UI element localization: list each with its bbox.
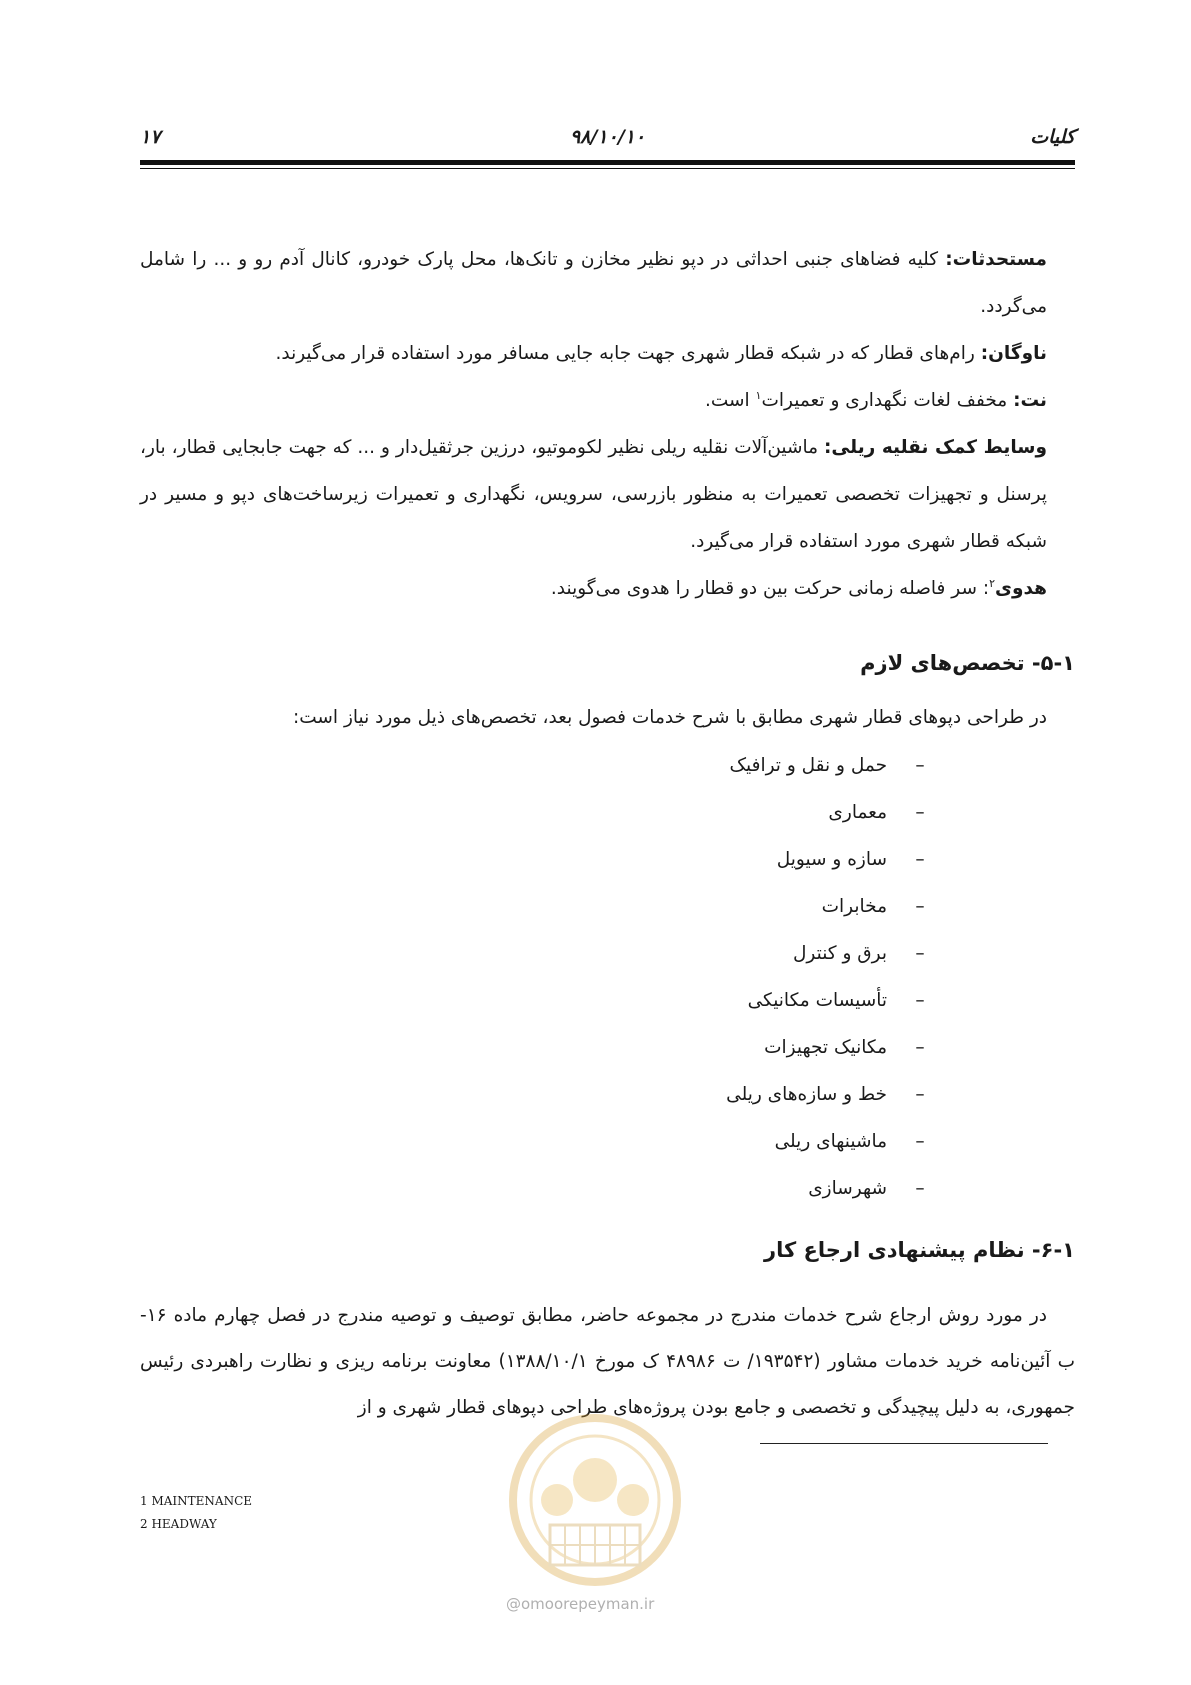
list-item-text: معماری [828, 802, 887, 823]
definitions-block [140, 236, 1075, 612]
header-date: ۹۸/۱۰/۱۰ [569, 126, 646, 148]
list-item [140, 1024, 1075, 1071]
list-dash: – [915, 1178, 925, 1199]
list-item [140, 1118, 1075, 1165]
definition-paragraph [140, 424, 1075, 565]
header-rule-thin [140, 168, 1075, 169]
definition-term: هدوی [995, 578, 1047, 599]
header-rule-thick [140, 160, 1075, 165]
footnote-ref: ۱ [755, 388, 762, 402]
list-item [140, 883, 1075, 930]
list-item-text: مکانیک تجهیزات [764, 1037, 887, 1058]
footnote: 1 MAINTENANCE [140, 1494, 253, 1508]
list-dash: – [915, 943, 925, 964]
definition-text-end: است. [704, 390, 756, 411]
list-dash: – [915, 802, 925, 823]
list-item [140, 977, 1075, 1024]
section-heading: ۶-۱- نظام پیشنهادی ارجاع کار [764, 1238, 1075, 1262]
list-item-text: سازه و سیویل [776, 849, 887, 870]
definition-text: : سر فاصله زمانی حرکت بین دو قطار را هدوی می‌گویند. [550, 578, 990, 599]
list-dash: – [915, 755, 925, 776]
definition-text: رام‌های قطار که در شبکه قطار شهری جهت جابه جایی مسافر مورد استفاده قرار می‌گیرند. [275, 343, 981, 364]
specialties-list [140, 742, 1075, 1212]
footnotes [140, 1490, 252, 1536]
list-item [140, 789, 1075, 836]
definition-term: مستحدثات: [945, 249, 1047, 270]
header-title: کلیات [1030, 126, 1075, 148]
list-dash: – [915, 1084, 925, 1105]
definition-paragraph [140, 236, 1075, 330]
list-item-text: خط و سازه‌های ریلی [726, 1084, 887, 1105]
list-item-text: تأسیسات مکانیکی [747, 990, 887, 1011]
watermark-seal-icon [495, 1405, 695, 1595]
list-item [140, 930, 1075, 977]
list-dash: – [915, 896, 925, 917]
watermark-url: @omoorepeyman.ir [506, 1595, 655, 1613]
list-item-text: حمل و نقل و ترافیک [729, 755, 887, 776]
paragraph-text: در مورد روش ارجاع شرح خدمات مندرج در مجموعه حاضر، مطابق توصیف و توصیه مندرج در فصل چهارم ماده ۱۶- ب آئین‌نامه خرید خدمات مشاور (۱۹۳۵۴۲/ ت ۴۸۹۸۶ ک مورخ ۱۳۸۸/۱۰/۱) معاونت برنامه ریزی و نظارت راهبردی رئیس جمهوری، به دلیل پیچیدگی و تخصصی و جامع بودن پروژه‌های طراحی دپوهای قطار شهری و از [140, 1305, 1075, 1418]
list-dash: – [915, 1037, 925, 1058]
section-lead: در طراحی دپوهای قطار شهری مطابق با شرح خدمات فصول بعد، تخصص‌های ذیل مورد نیاز است: [293, 707, 1047, 728]
definition-term: وسایط کمک نقلیه ریلی: [824, 437, 1048, 458]
definition-text: کلیه فضاهای جنبی احداثی در دپو نظیر مخازن و تانک‌ها، محل پارک خودرو، کانال آدم رو و ... را شامل می‌گردد. [140, 249, 1047, 317]
list-item [140, 1165, 1075, 1212]
definition-text: ماشین‌آلات نقلیه ریلی نظیر لکوموتیو، درزین جرثقیل‌دار و ... که جهت جابجایی قطار، بار، پرسنل و تجهیزات تخصصی تعمیرات به منظور بازرسی، سرویس، نگهداری و تعمیرات زیرساخت‌های دپو و مسیر در شبکه قطار شهری مورد استفاده قرار می‌گیرد. [140, 437, 1047, 552]
list-dash: – [915, 849, 925, 870]
footnote-ref: ۲ [989, 576, 996, 590]
definition-text: مخفف لغات نگهداری و تعمیرات [761, 390, 1014, 411]
footnote: 2 HEADWAY [140, 1517, 217, 1531]
definition-term: نت: [1013, 390, 1047, 411]
page-number: ۱۷ [140, 126, 161, 148]
list-item [140, 836, 1075, 883]
list-item [140, 1071, 1075, 1118]
list-dash: – [915, 1131, 925, 1152]
footnote-separator [760, 1443, 1048, 1444]
list-item [140, 742, 1075, 789]
definition-term: ناوگان: [980, 343, 1047, 364]
page-header [140, 126, 1075, 150]
list-item-text: شهرسازی [808, 1178, 887, 1199]
definition-paragraph [140, 565, 1075, 612]
list-item-text: مخابرات [821, 896, 887, 917]
definition-paragraph [140, 330, 1075, 377]
definition-paragraph [140, 377, 1075, 424]
list-item-text: برق و کنترل [792, 943, 887, 964]
list-item-text: ماشینهای ریلی [774, 1131, 887, 1152]
section-heading: ۵-۱- تخصص‌های لازم [860, 651, 1075, 675]
list-dash: – [915, 990, 925, 1011]
